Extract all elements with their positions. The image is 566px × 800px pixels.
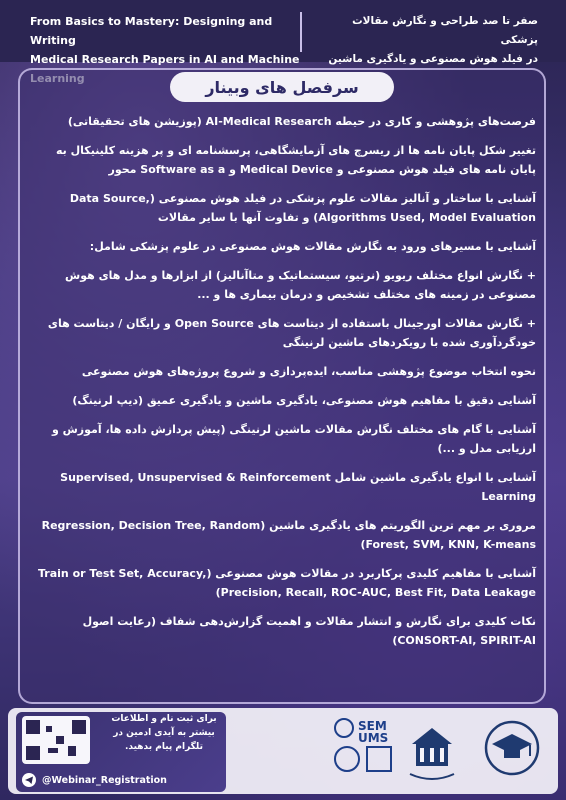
topics-list [30,112,536,660]
topic-item: آشنایی با انواع یادگیری ماشین شامل Supervised, Unsupervised & Reinforcement Learning [60,471,536,503]
title-english-line1: From Basics to Mastery: Designing and Writing [30,15,273,47]
logos-area [326,712,554,792]
header-divider [300,12,302,52]
sem-ums-logo [332,716,394,790]
topic-item: آشنایی با مفاهیم کلیدی پرکاربرد در مقالات هوش مصنوعی (Train or Test Set, Accuracy, Precision, Recall, ROC-AUC, Best Fit, Data Leakage) [38,567,536,599]
registration-line2: بیشتر به آیدی ادمین در [113,728,215,738]
telegram-icon [22,773,36,787]
title-persian-line1: صفر تا صد طراحی و نگارش مقالات پزشکی [352,15,538,46]
title-english-line2: Medical Research Papers in AI and Machine [30,53,300,66]
graduation-cap-logo [474,714,550,790]
university-seal-logo [402,714,462,790]
topic-item: آشنایی با مسیرهای ورود به نگارش مقالات هوش مصنوعی در علوم پزشکی شامل: [89,240,536,253]
section-title: سرفصل های وبینار [170,72,394,102]
topic-item: + نگارش مقالات اورجینال باستفاده از دیتاست های Open Source و رایگان / دیتاست های خودگردآوری شده با رویکردهای ماشین لرنینگی [47,317,536,349]
registration-text [108,712,220,754]
topic-item: نحوه انتخاب موضوع پژوهشی مناسب، ایده‌پردازی و شروع پروژه‌های هوش مصنوعی [81,365,536,378]
title-persian-line2: در فیلد هوش مصنوعی و یادگیری ماشین [328,53,538,65]
topic-item: + نگارش انواع مختلف ریویو (نرتیو، سیستماتیک و متاآنالیز) از ابزارها و مدل های هوش مصنوعی در زمینه های مختلف تشخیص و درمان بیماری ها و ... [65,269,536,301]
topic-item: تغییر شکل پایان نامه ها از ریسرچ های آزمایشگاهی، پرسشنامه ای و پر هزینه کلینیکال به پایان نامه های فیلد هوش مصنوعی و Medical Device و Software as a محور [56,144,536,176]
telegram-handle[interactable] [22,772,222,788]
topic-item: فرصت‌های پژوهشی و کاری در حیطه AI-Medical Research (پوزیشن های تحقیقاتی) [67,115,536,128]
topic-item: آشنایی دقیق با مفاهیم هوش مصنوعی، یادگیری ماشین و یادگیری عمیق (دیپ لرنینگ) [72,394,536,407]
topic-item: مروری بر مهم ترین الگوریتم های یادگیری ماشین (Regression, Decision Tree, Random Forest, SVM, KNN, K-means) [41,519,536,551]
topic-item: نکات کلیدی برای نگارش و انتشار مقالات و اهمیت گزارش‌دهی شفاف (رعایت اصول CONSORT-AI, SPIRIT-AI) [82,615,536,647]
topic-item: آشنایی با ساختار و آنالیز مقالات علوم پزشکی در فیلد هوش مصنوعی (Data Source, Algorithms Used, Model Evaluation) و تفاوت آنها با سایر مقالات [69,192,536,224]
registration-line3: تلگرام پیام بدهید. [125,742,203,752]
qr-code-icon [22,716,90,764]
registration-line1: برای ثبت نام و اطلاعات [111,714,217,724]
title-persian [318,12,538,69]
sem-label: SEM [358,719,387,733]
header-bar [0,0,566,66]
ums-label: UMS [358,731,389,745]
telegram-handle-text: @Webinar_Registration [42,774,167,786]
topic-item: آشنایی با گام های مختلف نگارش مقالات ماشین لرنینگی (پیش پردازش داده ها، آموزش و ارزیابی مدل و ...) [51,423,536,455]
